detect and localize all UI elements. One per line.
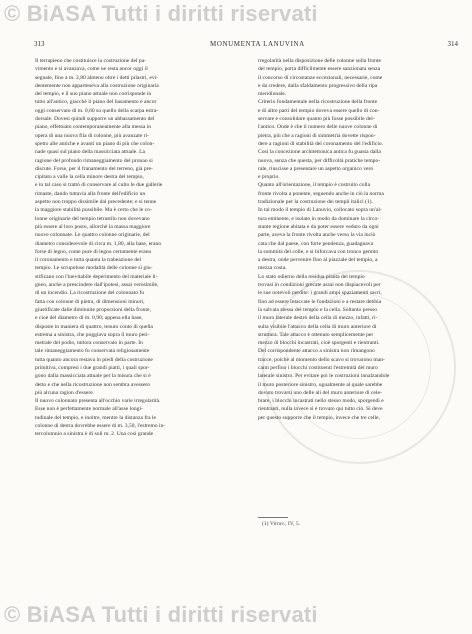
text-line: Quanto all'orientazione, il tempio è costruito colla — [258, 182, 371, 189]
text-line: tutta quanto ancora restava in piedi della costruzione — [35, 356, 153, 363]
text-line: fatta con colonne di pietra, di dimensioni minori, — [35, 298, 145, 305]
text-line: e in tal caso si trattò di conservare al culto le due gallerie — [35, 182, 163, 189]
text-line: metrale del podio, tuttora conservato in parte. In — [35, 340, 143, 347]
text-line: aspetto non troppo dissimile dal precedente; e si tenne — [35, 199, 157, 206]
text-line: In tal modo il tempio di Lanuvio, collocato sopra un'al- — [258, 207, 382, 214]
right-text-column — [258, 57, 454, 512]
text-line: stificano con l'inevitabile deperimento del materiale li- — [35, 273, 158, 280]
text-line: di un incendio. La ricostruzione del colonnato fu — [35, 290, 145, 297]
text-line: diametro considerevole di circa m. 1,80, alla base, erano — [35, 240, 162, 247]
text-line: nuove colonnate. Le quattro colonne originarie, del — [35, 232, 150, 239]
text-line: dovuto trovarsi uno delle ali del muro anteriore di cele- — [258, 389, 382, 396]
left-page-number: 313 — [34, 40, 45, 48]
text-line: e proprio. — [258, 174, 280, 181]
text-line: e da credere, dalla sfaldamento progressivo della ripa — [258, 82, 378, 89]
watermark-text: © BiASA Tutti i diritti riservati — [4, 602, 318, 627]
text-line: le sue notevoli perdite: i grandi ampi spaziamenti sacri, — [258, 290, 382, 297]
text-line: cata che dal paese, con forte pendenza, guadagnava — [258, 240, 374, 247]
text-line: nade quasi sul piano della massicciata attuale. La — [35, 149, 145, 156]
footnote-rule — [258, 517, 288, 518]
text-line: nuova, senza che questa, per difficoltà pratiche tempo- — [258, 157, 381, 164]
text-line: la sommità del colle, e si biforcava con tronco gemito — [258, 248, 379, 255]
text-line: la maggiore stabilità possibile. Ma è certo che le co- — [35, 207, 152, 214]
text-line: mezza costa. — [258, 265, 287, 272]
text-line: forse di legno, come pure di legno certamente erano — [35, 248, 152, 255]
text-line: il muro laterale destro della cella di mezzo, infatti, ri- — [258, 315, 378, 322]
text-line: tracce, poichè al momento dello scavo si trovarono man- — [258, 356, 385, 363]
text-line: Criterio fondamentale nella ricostruzione della fronte — [258, 99, 378, 106]
text-line: piano, effettuato contemporaneamente alla messa in — [35, 124, 152, 131]
text-line: dere a ragioni di stabilità del coronamento del l'edificio. — [258, 140, 384, 147]
text-line: struttura. Tale attacco è ottenuto semplicemente per — [258, 331, 374, 338]
text-line: il coronamento e tutta quanta la trabeazione del — [35, 257, 142, 264]
text-line: tradizionale per la costruzione dei templi italici (1). — [258, 199, 373, 206]
text-line: tercolumnio a sinistra è di soli m. 2. Una così grande — [35, 431, 154, 438]
text-line: vimento e si avanzava, come ne resta ancor oggi il — [35, 66, 148, 73]
text-line: tura eminente, e isolato in modo da dominare la circo- — [258, 215, 380, 222]
text-line: detto e che nella ricostruzione non sembra avessero — [35, 381, 151, 388]
text-line: discute. Forse, per il franamento del terreno, già pre- — [35, 165, 153, 172]
text-line: spetto alle antiche e avanti un piano di più che colon- — [35, 140, 155, 147]
text-line: Esse non è perfettamente normale all'asse longi- — [35, 406, 143, 413]
text-line: rimaste, dando tuttavia alla fronte dell'edificio un — [35, 190, 146, 197]
text-line: brare, i blocchi incastrati nello stesso modo, sporgendi e — [258, 398, 384, 405]
text-line: fino ad essere intaccate le fondazioni e a restare debbia — [258, 298, 382, 305]
text-line: la salvata stessa del tempio e la cella. Soltanto presso — [258, 306, 377, 313]
text-line: colonne di destra dovrebbe essere di m. 3,50, l'estremo in- — [35, 423, 166, 430]
text-line: tempio. Le scrupolose modalità delle colonne si giu- — [35, 265, 153, 272]
text-line: rregolarità nella disposizione delle colonne sulla fronte — [258, 58, 382, 64]
text-line: dorsale. Dovesi quindi supporre un abbassamento del — [35, 116, 155, 123]
text-line: segnale, fino a m. 2,80 almeno oltre i detti pilastri, evi- — [35, 74, 159, 81]
watermark-top — [4, 1, 318, 27]
text-line: rale, riuscisse a presentare un aspetto organico vero — [258, 165, 374, 172]
text-line: e cioè del diametro di m. 0,90; appena ella base, — [35, 315, 143, 322]
text-line: più alcuna ragion d'essere. — [35, 389, 95, 396]
watermark-bottom — [4, 602, 318, 628]
text-line: più essere al loro posto, allorchè la massa maggiore — [35, 223, 151, 230]
text-line: Il nuovo colonnato presenta all'occhio varie irregolarità. — [35, 398, 161, 405]
text-line: rientranti, nulla invece si è trovato qui tutto ciò. Si deve — [258, 406, 383, 413]
text-line: il concorso di circostanze eccezionali, necessarie, come — [258, 74, 383, 81]
text-line: pietra, più che a ragioni di simmetria dovette rispon- — [258, 132, 376, 139]
text-line: oggi conservato di m. 0,60 su quello della scarpa estra- — [35, 107, 159, 114]
text-line: l'antico. Onde è che il numero delle nuove colonne di — [258, 124, 378, 131]
text-line: cipitato a valle la cella minore destra del tempio, — [35, 174, 144, 181]
text-line: fronte rivolta a ponente, seguendo anche in ciò la norma — [258, 190, 384, 197]
text-line: tale rimaneggiamento fu conservata religiosamente — [35, 348, 150, 355]
text-line: meridionale. — [258, 91, 287, 98]
text-line: disposte in maniera di quattro, tenuto conto di quella — [35, 323, 153, 330]
text-line: dentemente non apparteneva alla costruzione originaria — [35, 82, 159, 89]
text-line: parte, aveva la fronte rivolta anche verso la via inciò — [258, 232, 376, 239]
text-line: stante regione abitata e da poter essere veduto da ogni — [258, 223, 379, 230]
text-line: Del corrispondente attacco a sinistra non rimangono — [258, 348, 375, 355]
text-line: a destra, onde pervenire fino al piazzale del tempio, a — [258, 257, 378, 264]
footnote: (1) Vitruv., IV, 5. — [262, 521, 301, 527]
text-line: laterale sinistro. Per evitare poi le costruzioni innalzandole — [258, 373, 390, 380]
text-line: il muro posteriore sinistro, ugualmente al quale sarebbe — [258, 381, 383, 388]
text-line: per questo supporre che il tempio, invece che tre celle, — [258, 414, 380, 421]
page-header — [20, 40, 458, 52]
text-line: opera di una nuova fila di colonne, più avanzate ri- — [35, 132, 150, 139]
text-line: canti perfino i blocchi costituenti l'estremità del muro — [258, 364, 378, 371]
text-line: del tempio, e il suo piano attuale non corrisponde in — [35, 91, 152, 98]
text-line: Lo stato odierno della residua pianta del tempio — [258, 273, 365, 280]
text-line: ragione del profondo rimaneggiamento del pronao si — [35, 157, 153, 164]
text-line: del tempio, porta difficilmente essere sanzionata senza — [258, 66, 381, 73]
text-line: giustificate dalle diminuite proporzioni della fronte, — [35, 306, 151, 313]
watermark-text: © BiASA Tutti i diritti riservati — [4, 1, 318, 26]
text-line: estrema a sinistra, che poggiava sopra il muro peri- — [35, 331, 150, 338]
text-line: sulta visibile l'attacco della cella di muro anteriore di — [258, 323, 377, 330]
text-line: tudinale del tempio, e inoltre, mentre la distanza fra le — [35, 414, 156, 421]
text-line: e di altre parti del tempio doveva essere quello di con- — [258, 107, 380, 114]
text-line: trovasi in condizioni grecate assai non dispiacevoli per — [258, 282, 381, 289]
text-line: Il terrapieno che costituisce la costruzione del pa- — [35, 58, 147, 64]
text-line: gono dalla massicciata attuale per la misura che si è — [35, 373, 151, 380]
text-line: primitiva, compresi i due grandi piatti, i quali spor- — [35, 364, 150, 371]
text-line: gneo, anche a prescindere dall'ipotesi, assai verosimile, — [35, 282, 159, 289]
text-line: Così la concezione architettonica antica fu guasta dalla — [258, 149, 381, 156]
running-title: MONUMENTA LANUVINA — [210, 40, 305, 48]
text-line: lonne originarie del tempio tetrastilo non dovevano — [35, 215, 150, 222]
text-line: servare e consolidare quanto più fosse possibile del- — [258, 116, 375, 123]
text-line: mezzo di blocchi incastrati, cioè sporgenti e rientranti. — [258, 340, 380, 347]
right-page-number: 314 — [447, 40, 458, 48]
left-text-column — [35, 57, 231, 593]
text-line: tutto all'antico, giacchè il piano del basamento è ancor — [35, 99, 157, 106]
